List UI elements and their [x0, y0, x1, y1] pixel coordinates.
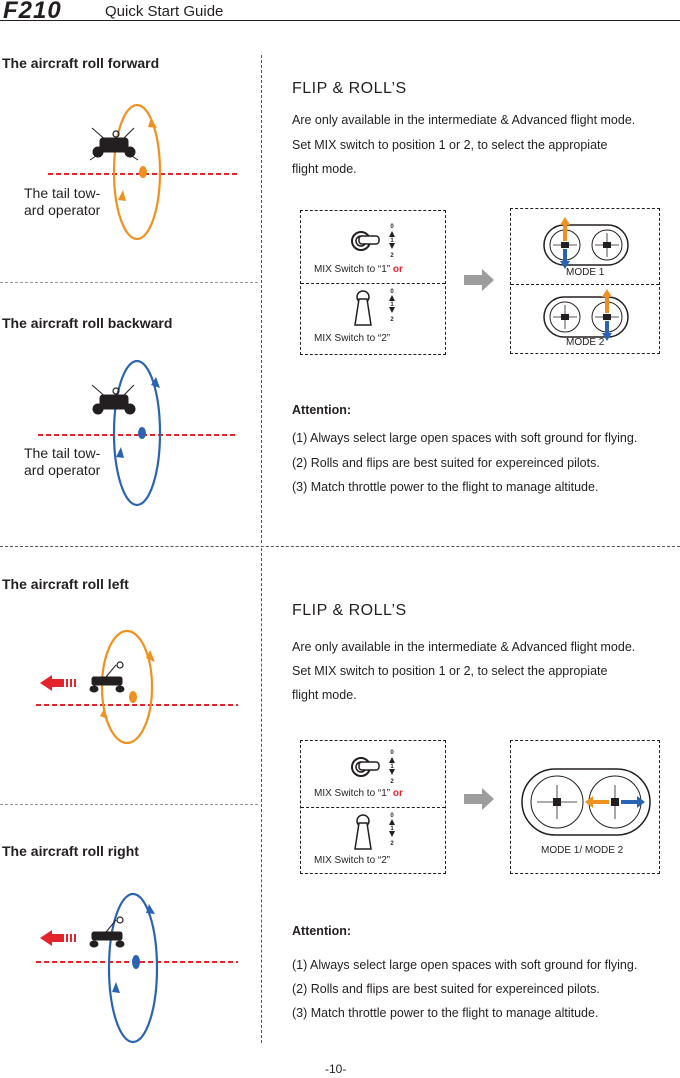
mix-box-divider — [301, 807, 445, 808]
switch-position-2: 2 — [390, 253, 394, 259]
panel2-title: FLIP & ROLL’S — [292, 602, 407, 619]
blue-arrowhead-top — [146, 904, 155, 914]
mix-switch-box — [300, 210, 446, 355]
blue-loop — [109, 894, 157, 1042]
red-motion-arrow — [40, 675, 76, 691]
header-rule — [0, 20, 680, 21]
blue-dot — [138, 427, 146, 439]
brand-logo: F210 — [3, 0, 62, 24]
mix1-row — [314, 788, 403, 799]
left-divider-top — [0, 282, 258, 283]
switch-position-2: 2 — [390, 317, 394, 323]
vertical-divider-top — [261, 55, 262, 543]
roll-backward-illustration — [0, 355, 258, 515]
panel1-attention-2: (2) Rolls and flips are best suited for expereinced pilots. — [292, 456, 600, 470]
orange-dot — [129, 691, 137, 703]
or-label: or — [392, 264, 403, 275]
mix-box-divider — [301, 283, 445, 284]
mode12-label: MODE 1/ MODE 2 — [541, 845, 624, 856]
panel1-attention-3: (3) Match throttle power to the flight to manage altitude. — [292, 480, 599, 494]
roll-left-illustration — [0, 625, 258, 765]
switch-position-2: 2 — [390, 779, 394, 785]
tail-note-line1: The tail tow- — [24, 445, 101, 461]
roll-right-illustration — [0, 888, 258, 1048]
panel1-title: FLIP & ROLL’S — [292, 80, 407, 97]
red-motion-arrow — [40, 930, 76, 946]
section-divider — [0, 546, 680, 547]
panel1-attention-1: (1) Always select large open spaces with soft ground for flying. — [292, 431, 638, 445]
orange-loop — [102, 631, 152, 743]
drone-icon — [90, 917, 124, 947]
panel1-para-line3: flight mode. — [292, 162, 357, 176]
orange-arrowhead-bottom — [100, 709, 108, 719]
panel1-attention-title: Attention: — [292, 403, 352, 417]
mode-box — [510, 208, 660, 354]
page-number: -10- — [325, 1062, 347, 1076]
drone-icon — [90, 662, 124, 692]
toggle-switch-pos2-icon — [341, 811, 421, 859]
switch-position-1: 1 — [390, 238, 394, 244]
blue-dot — [132, 955, 140, 969]
mode12-transmitter-icon — [519, 763, 653, 843]
mix2-label: MIX Switch to “2” — [314, 855, 391, 866]
or-label: or — [392, 788, 403, 799]
panel2-para-line2: Set MIX switch to position 1 or 2, to select the appropiate — [292, 664, 608, 678]
switch-position-0: 0 — [390, 289, 394, 295]
mode1-transmitter-icon — [541, 215, 631, 275]
switch-position-1: 1 — [390, 302, 394, 308]
toggle-switch-pos2-icon — [341, 287, 421, 337]
mode2-label: MODE 2 — [566, 337, 605, 348]
mix-switch-box-2 — [300, 740, 446, 874]
switch-position-0: 0 — [390, 224, 394, 230]
roll-backward-title: The aircraft roll backward — [2, 315, 173, 331]
roll-right-title: The aircraft roll right — [2, 843, 139, 859]
header-subtitle: Quick Start Guide — [105, 3, 224, 20]
blue-arrowhead-bottom — [116, 447, 124, 458]
mode-box-divider — [511, 284, 659, 285]
switch-position-0: 0 — [390, 750, 394, 756]
roll-left-title: The aircraft roll left — [2, 576, 129, 592]
orange-arrowhead-bottom — [118, 190, 126, 201]
mix1-row — [314, 264, 403, 275]
tail-note-line2: ard operator — [24, 202, 101, 218]
switch-position-1: 1 — [390, 826, 394, 832]
tail-note-line1: The tail tow- — [24, 185, 101, 201]
drone-icon — [92, 385, 135, 414]
switch-position-1: 1 — [390, 764, 394, 770]
roll-forward-title: The aircraft roll forward — [2, 55, 160, 71]
roll-forward-illustration — [0, 80, 258, 255]
mix1-label: MIX Switch to “1” — [314, 788, 391, 799]
panel2-attention-1: (1) Always select large open spaces with soft ground for flying. — [292, 958, 638, 972]
panel2-attention-3: (3) Match throttle power to the flight to manage altitude. — [292, 1006, 599, 1020]
gray-arrow-icon — [462, 268, 496, 292]
vertical-divider-bottom — [261, 548, 262, 1043]
switch-position-2: 2 — [390, 841, 394, 847]
orange-dot — [139, 166, 147, 178]
tail-note-line2: ard operator — [24, 462, 101, 478]
switch-position-0: 0 — [390, 813, 394, 819]
panel2-para-line3: flight mode. — [292, 688, 357, 702]
mode-box-2 — [510, 740, 660, 874]
panel2-para-line1: Are only available in the intermediate & Advanced flight mode. — [292, 640, 636, 654]
blue-arrowhead-bottom — [112, 982, 120, 993]
panel2-attention-title: Attention: — [292, 924, 352, 938]
mix1-label: MIX Switch to “1” — [314, 264, 391, 275]
mode1-label: MODE 1 — [566, 267, 605, 278]
panel1-para-line1: Are only available in the intermediate & Advanced flight mode. — [292, 113, 636, 127]
left-divider-bottom — [0, 804, 258, 805]
gray-arrow-icon — [462, 787, 496, 811]
panel2-attention-2: (2) Rolls and flips are best suited for expereinced pilots. — [292, 982, 600, 996]
panel1-para-line2: Set MIX switch to position 1 or 2, to select the appropiate — [292, 138, 608, 152]
mix2-label: MIX Switch to “2” — [314, 333, 391, 344]
